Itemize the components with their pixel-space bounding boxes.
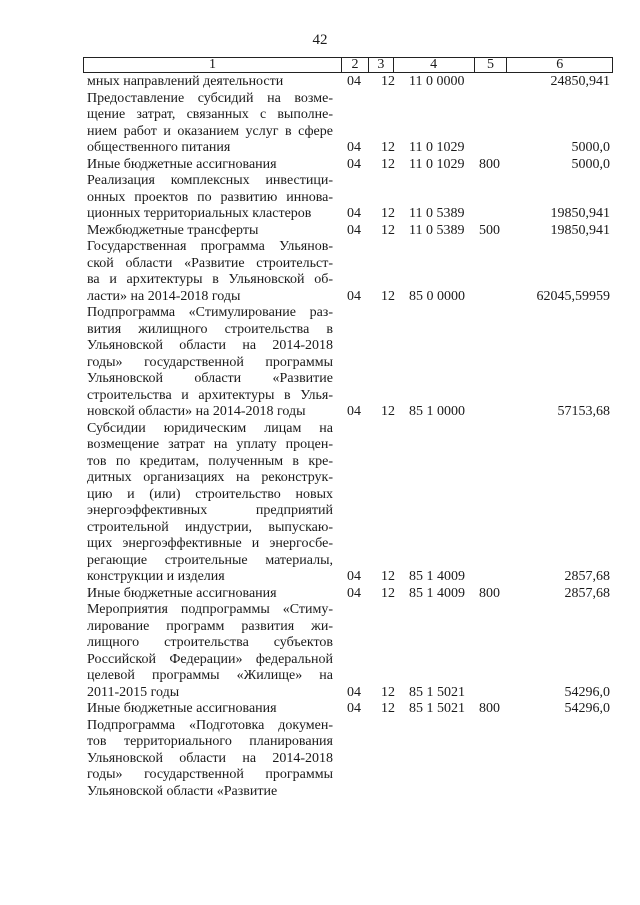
description-line: возмещение затрат на уплату процен-	[87, 437, 333, 452]
table-row	[0, 421, 640, 586]
table-row	[0, 239, 640, 305]
subsection-code: 12	[381, 684, 395, 700]
description-line: строительства и архитектуры в Улья-	[87, 387, 333, 403]
description-line: ва и архитектуры в Ульяновской об-	[87, 272, 333, 287]
expense-type-code: 800	[479, 585, 500, 601]
description-line: Иные бюджетные ассигнования	[87, 701, 277, 716]
amount-value: 5000,0	[571, 140, 610, 155]
row-description	[87, 157, 333, 174]
target-article-code: 85 0 0000	[409, 288, 465, 304]
table-row	[0, 74, 640, 91]
description-line: строительной индустрии, выпускаю-	[87, 519, 333, 535]
target-article-code: 85 1 5021	[409, 701, 465, 716]
table-row	[0, 157, 640, 174]
section-code: 04	[347, 404, 361, 419]
table-row	[0, 305, 640, 421]
amount-value: 54296,0	[564, 701, 610, 716]
subsection-code: 12	[381, 74, 395, 89]
description-line: годы» государственной программы	[87, 354, 333, 370]
description-line: Государственная программа Ульянов-	[87, 239, 333, 254]
target-article-code: 11 0 5389	[409, 222, 465, 238]
description-line: щих энергоэффективные и энергосбе-	[87, 536, 333, 551]
amount-value: 5000,0	[571, 156, 610, 172]
page-number: 42	[312, 32, 328, 48]
table-row	[0, 173, 640, 223]
description-line: целевой программы «Жилище» на	[87, 668, 333, 683]
description-line: тов по кредитам, полученным в кре-	[87, 453, 333, 469]
description-line: ской области «Развитие строительст-	[87, 255, 333, 271]
description-line: 2011-2015 годы	[87, 684, 180, 700]
table-row	[0, 718, 640, 801]
description-line: тов территориального планирования	[87, 734, 333, 749]
subsection-code: 12	[381, 206, 395, 221]
description-line: лищного строительства субъектов	[87, 635, 333, 650]
description-line: Межбюджетные трансферты	[87, 222, 259, 238]
header-col-5: 5	[475, 58, 508, 72]
subsection-code: 12	[381, 701, 395, 716]
row-description	[87, 421, 333, 586]
description-line: мных направлений деятельности	[87, 74, 284, 89]
description-line: Предоставление субсидий на возме-	[87, 90, 333, 106]
target-article-code: 85 1 0000	[409, 404, 465, 419]
description-line: Российской Федерации» федеральной	[87, 651, 333, 667]
table-row	[0, 586, 640, 603]
amount-value: 19850,941	[550, 206, 610, 221]
description-line: Субсидии юридическим лицам на	[87, 420, 333, 436]
table-row	[0, 701, 640, 718]
section-code: 04	[347, 156, 361, 172]
description-line: энергоэффективных предприятий	[87, 503, 333, 518]
table-row	[0, 602, 640, 701]
description-line: Ульяновской области «Развитие	[87, 371, 333, 386]
amount-value: 19850,941	[550, 222, 610, 238]
description-line: Подпрограмма «Стимулирование раз-	[87, 305, 333, 320]
description-line: Реализация комплексных инвестици-	[87, 173, 333, 188]
section-code: 04	[347, 684, 361, 700]
description-line: вития жилищного строительства в	[87, 321, 333, 337]
header-col-3: 3	[369, 58, 394, 72]
description-line: Мероприятия подпрограммы «Стиму-	[87, 602, 333, 617]
row-description	[87, 718, 333, 801]
section-code: 04	[347, 701, 361, 716]
description-line: Иные бюджетные ассигнования	[87, 585, 277, 601]
description-line: годы» государственной программы	[87, 767, 333, 782]
target-article-code: 11 0 1029	[409, 140, 465, 155]
amount-value: 57153,68	[557, 404, 610, 419]
section-code: 04	[347, 140, 361, 155]
description-line: ционных территориальных кластеров	[87, 206, 312, 221]
amount-value: 2857,68	[564, 569, 610, 584]
row-description	[87, 701, 333, 718]
header-col-2: 2	[342, 58, 369, 72]
description-line: нием работ и оказанием услуг в сфере	[87, 123, 333, 139]
section-code: 04	[347, 74, 361, 89]
table-row	[0, 91, 640, 157]
subsection-code: 12	[381, 222, 395, 238]
section-code: 04	[347, 585, 361, 601]
description-line: новской области» на 2014-2018 годы	[87, 404, 306, 419]
description-line: ласти» на 2014-2018 годы	[87, 288, 241, 304]
row-description	[87, 173, 333, 223]
header-col-4: 4	[394, 58, 475, 72]
description-line: Ульяновской области «Развитие	[87, 783, 278, 799]
description-line: дитных организациях на реконструк-	[87, 470, 333, 485]
target-article-code: 11 0 1029	[409, 156, 465, 172]
subsection-code: 12	[381, 156, 395, 172]
description-line: Подпрограмма «Подготовка докумен-	[87, 717, 333, 733]
description-line: Иные бюджетные ассигнования	[87, 156, 277, 172]
amount-value: 54296,0	[564, 684, 610, 700]
subsection-code: 12	[381, 288, 395, 304]
section-code: 04	[347, 206, 361, 221]
target-article-code: 85 1 4009	[409, 585, 465, 601]
row-description	[87, 305, 333, 421]
description-line: щение затрат, связанных с выполне-	[87, 107, 333, 122]
description-line: конструкции и изделия	[87, 569, 225, 584]
expense-type-code: 800	[479, 156, 500, 172]
row-description	[87, 223, 333, 240]
description-line: Ульяновской области на 2014-2018	[87, 338, 333, 353]
subsection-code: 12	[381, 404, 395, 419]
row-description	[87, 586, 333, 603]
subsection-code: 12	[381, 569, 395, 584]
section-code: 04	[347, 288, 361, 304]
target-article-code: 85 1 4009	[409, 569, 465, 584]
description-line: Ульяновской области на 2014-2018	[87, 750, 333, 766]
row-description	[87, 239, 333, 305]
description-line: регающие строительные материалы,	[87, 552, 333, 568]
subsection-code: 12	[381, 140, 395, 155]
header-col-6: 6	[556, 57, 564, 72]
amount-value: 2857,68	[564, 585, 610, 601]
section-code: 04	[347, 222, 361, 238]
description-line: цию и (или) строительство новых	[87, 486, 333, 502]
description-line: лирование программ развития жи-	[87, 618, 333, 634]
header-col-1: 1	[84, 58, 342, 72]
expense-type-code: 500	[479, 222, 500, 238]
table-row	[0, 223, 640, 240]
target-article-code: 11 0 5389	[409, 206, 465, 221]
amount-value: 62045,59959	[536, 288, 610, 304]
row-description	[87, 91, 333, 157]
description-line: общественного питания	[87, 140, 231, 155]
target-article-code: 85 1 5021	[409, 684, 465, 700]
row-description	[87, 74, 333, 91]
expense-type-code: 800	[479, 701, 500, 716]
amount-value: 24850,941	[550, 74, 610, 89]
section-code: 04	[347, 569, 361, 584]
row-description	[87, 602, 333, 701]
target-article-code: 11 0 0000	[409, 74, 465, 89]
subsection-code: 12	[381, 585, 395, 601]
description-line: онных проектов по развитию иннова-	[87, 189, 333, 205]
